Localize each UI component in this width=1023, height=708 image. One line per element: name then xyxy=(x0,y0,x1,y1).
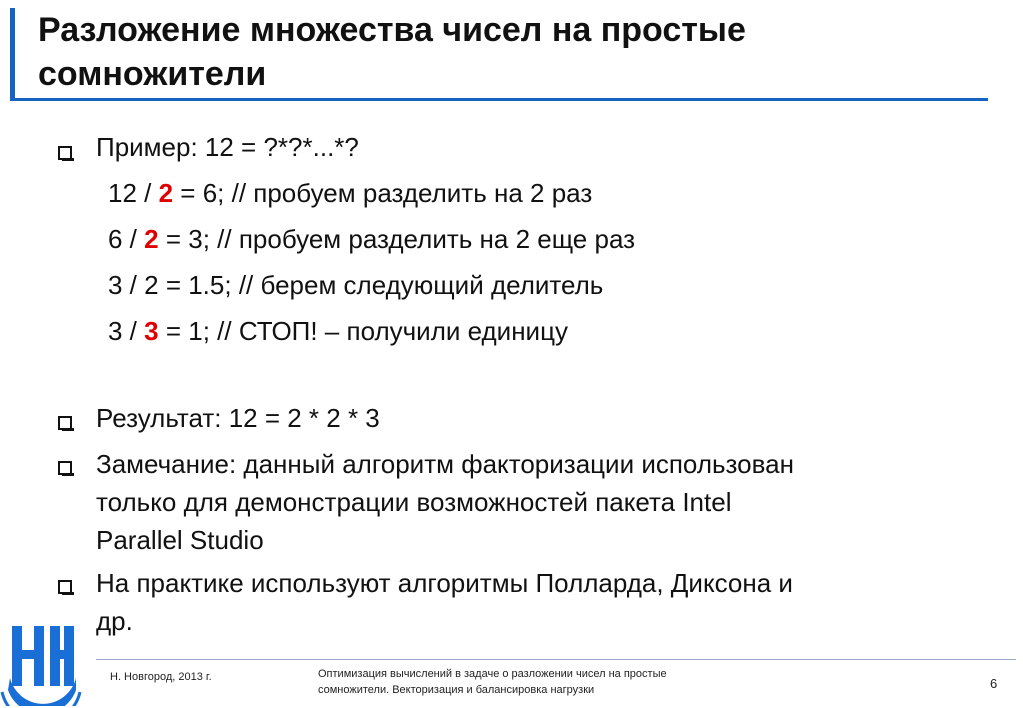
step-line-4 xyxy=(108,313,568,350)
university-logo-icon xyxy=(0,620,82,706)
step-2-divisor: 2 xyxy=(144,224,159,254)
step-line-3: 3 / 2 = 1.5; // берем следующий делитель xyxy=(108,270,604,300)
footer-city: Н. Новгород, 2013 г. xyxy=(110,671,212,683)
footer-topic-line-2: сомножители. Векторизация и балансировка нагрузки xyxy=(318,684,595,696)
practice-line-2: др. xyxy=(96,606,133,636)
step-4-pre: 3 / xyxy=(108,316,145,346)
step-4-divisor: 3 xyxy=(144,316,159,346)
bullet-icon xyxy=(58,416,72,430)
step-2-pre: 6 / xyxy=(108,224,145,254)
title-accent-bar xyxy=(10,8,15,100)
practice-line-1: На практике используют алгоритмы Полларда, Диксона и xyxy=(96,568,793,598)
bullet-icon xyxy=(58,580,72,594)
step-line-2 xyxy=(108,221,635,258)
step-2-post: = 3; // пробуем разделить на 2 еще раз xyxy=(158,224,636,254)
page-number: 6 xyxy=(990,676,998,691)
bullet-icon xyxy=(58,146,72,160)
page-title: Разложение множества чисел на простые сомножители xyxy=(38,11,746,93)
step-1-post: = 6; // пробуем разделить на 2 раз xyxy=(173,178,593,208)
remark-line-1: Замечание: данный алгоритм факторизации использован xyxy=(96,449,794,479)
footer-topic-line-1: Оптимизация вычислений в задаче о разложении чисел на простые xyxy=(318,668,667,680)
remark-line-2: только для демонстрации возможностей пакета Intel xyxy=(96,487,732,517)
example-text: Пример: 12 = ?*?*...*? xyxy=(96,132,359,162)
remark-line-3: Parallel Studio xyxy=(96,525,264,555)
step-1-divisor: 2 xyxy=(158,178,174,208)
step-1-pre: 12 / xyxy=(108,178,159,208)
result-text: Результат: 12 = 2 * 2 * 3 xyxy=(96,403,380,433)
title-divider xyxy=(10,98,988,101)
footer-divider xyxy=(96,659,1016,660)
step-line-1 xyxy=(108,175,592,212)
step-4-post: = 1; // СТОП! – получили единицу xyxy=(158,316,568,346)
bullet-icon xyxy=(58,461,72,475)
